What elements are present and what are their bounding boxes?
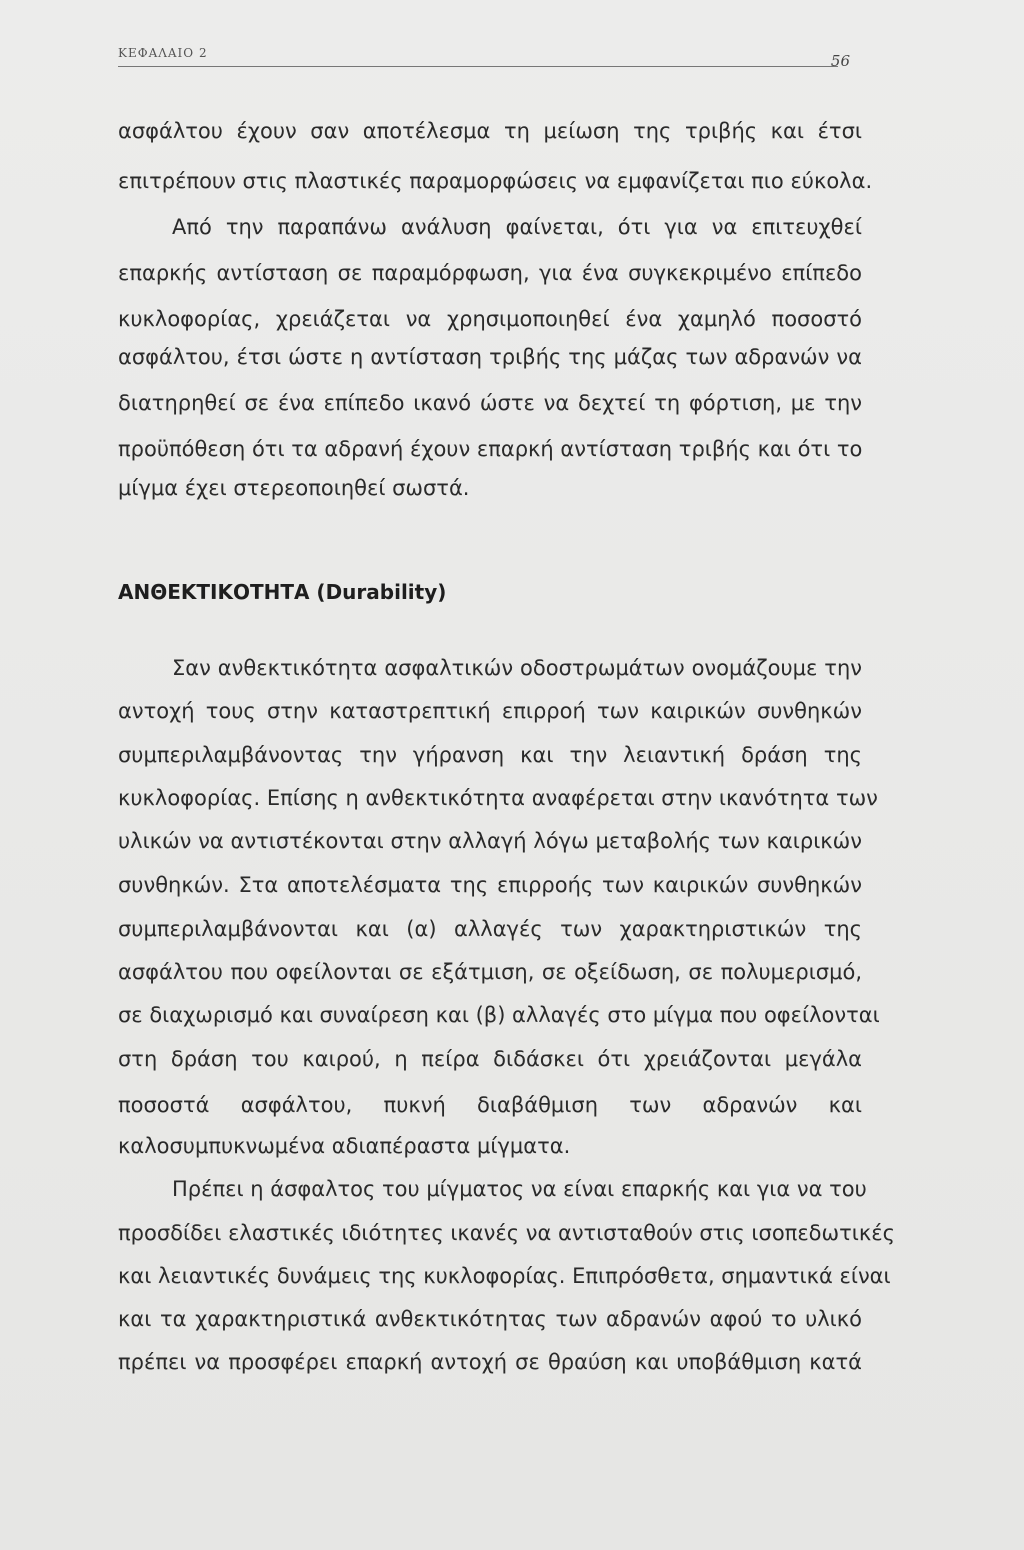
text-line: σε διαχωρισμό και συναίρεση και (β) αλλαγές στο μίγμα που οφείλονται [118,1003,880,1027]
text-line: ασφάλτου, έτσι ώστε η αντίσταση τριβής της μάζας των αδρανών να [118,345,862,369]
text-line: κυκλοφορίας. Επίσης η ανθεκτικότητα αναφέρεται στην ικανότητα των [118,786,878,810]
text-line: στη δράση του καιρού, η πείρα διδάσκει ότι χρειάζονται μεγάλα [118,1047,862,1071]
text-line: ποσοστά ασφάλτου, πυκνή διαβάθμιση των αδρανών και [118,1093,862,1117]
text-line: ασφάλτου έχουν σαν αποτέλεσμα τη μείωση της τριβής και έτσι [118,119,862,143]
text-line: Από την παραπάνω ανάλυση φαίνεται, ότι για να επιτευχθεί [172,215,862,239]
text-line: υλικών να αντιστέκονται στην αλλαγή λόγω μεταβολής των καιρικών [118,829,862,853]
header-rule [118,66,838,67]
text-line: ασφάλτου που οφείλονται σε εξάτμιση, σε οξείδωση, σε πολυμερισμό, [118,960,862,984]
text-line: κυκλοφορίας, χρειάζεται να χρησιμοποιηθεί ένα χαμηλό ποσοστό [118,307,862,331]
text-line: πρέπει να προσφέρει επαρκή αντοχή σε θραύση και υποβάθμιση κατά [118,1350,862,1374]
page-number: 56 [830,52,850,70]
text-line: προϋπόθεση ότι τα αδρανή έχουν επαρκή αντίσταση τριβής και ότι το [118,437,863,461]
text-line: συνθηκών. Στα αποτελέσματα της επιρροής των καιρικών συνθηκών [118,873,862,897]
text-line: Πρέπει η άσφαλτος του μίγματος να είναι επαρκής και για να του [172,1177,867,1201]
text-line: συμπεριλαμβάνονται και (α) αλλαγές των χαρακτηριστικών της [118,917,862,941]
text-line: καλοσυμπυκνωμένα αδιαπέραστα μίγματα. [118,1134,571,1158]
text-line: και λειαντικές δυνάμεις της κυκλοφορίας. Επιπρόσθετα, σημαντικά είναι [118,1264,891,1288]
text-line: επιτρέπουν στις πλαστικές παραμορφώσεις να εμφανίζεται πιο εύκολα. [118,169,873,193]
section-heading: ΑΝΘΕΚΤΙΚΟΤΗΤΑ (Durability) [118,580,447,604]
text-line: Σαν ανθεκτικότητα ασφαλτικών οδοστρωμάτων ονομάζουμε την [172,656,862,680]
text-line: συμπεριλαμβάνοντας την γήρανση και την λειαντική δράση της [118,743,862,767]
text-line: προσδίδει ελαστικές ιδιότητες ικανές να αντισταθούν στις ισοπεδωτικές [118,1221,895,1245]
text-line: αντοχή τους στην καταστρεπτική επιρροή των καιρικών συνθηκών [118,699,862,723]
text-line: και τα χαρακτηριστικά ανθεκτικότητας των αδρανών αφού το υλικό [118,1307,862,1331]
chapter-label: ΚΕΦΑΛΑΙΟ 2 [118,46,208,60]
page-header [118,38,850,78]
text-line: μίγμα έχει στερεοποιηθεί σωστά. [118,476,470,500]
text-line: διατηρηθεί σε ένα επίπεδο ικανό ώστε να δεχτεί τη φόρτιση, με την [118,391,862,415]
text-line: επαρκής αντίσταση σε παραμόρφωση, για ένα συγκεκριμένο επίπεδο [118,261,862,285]
